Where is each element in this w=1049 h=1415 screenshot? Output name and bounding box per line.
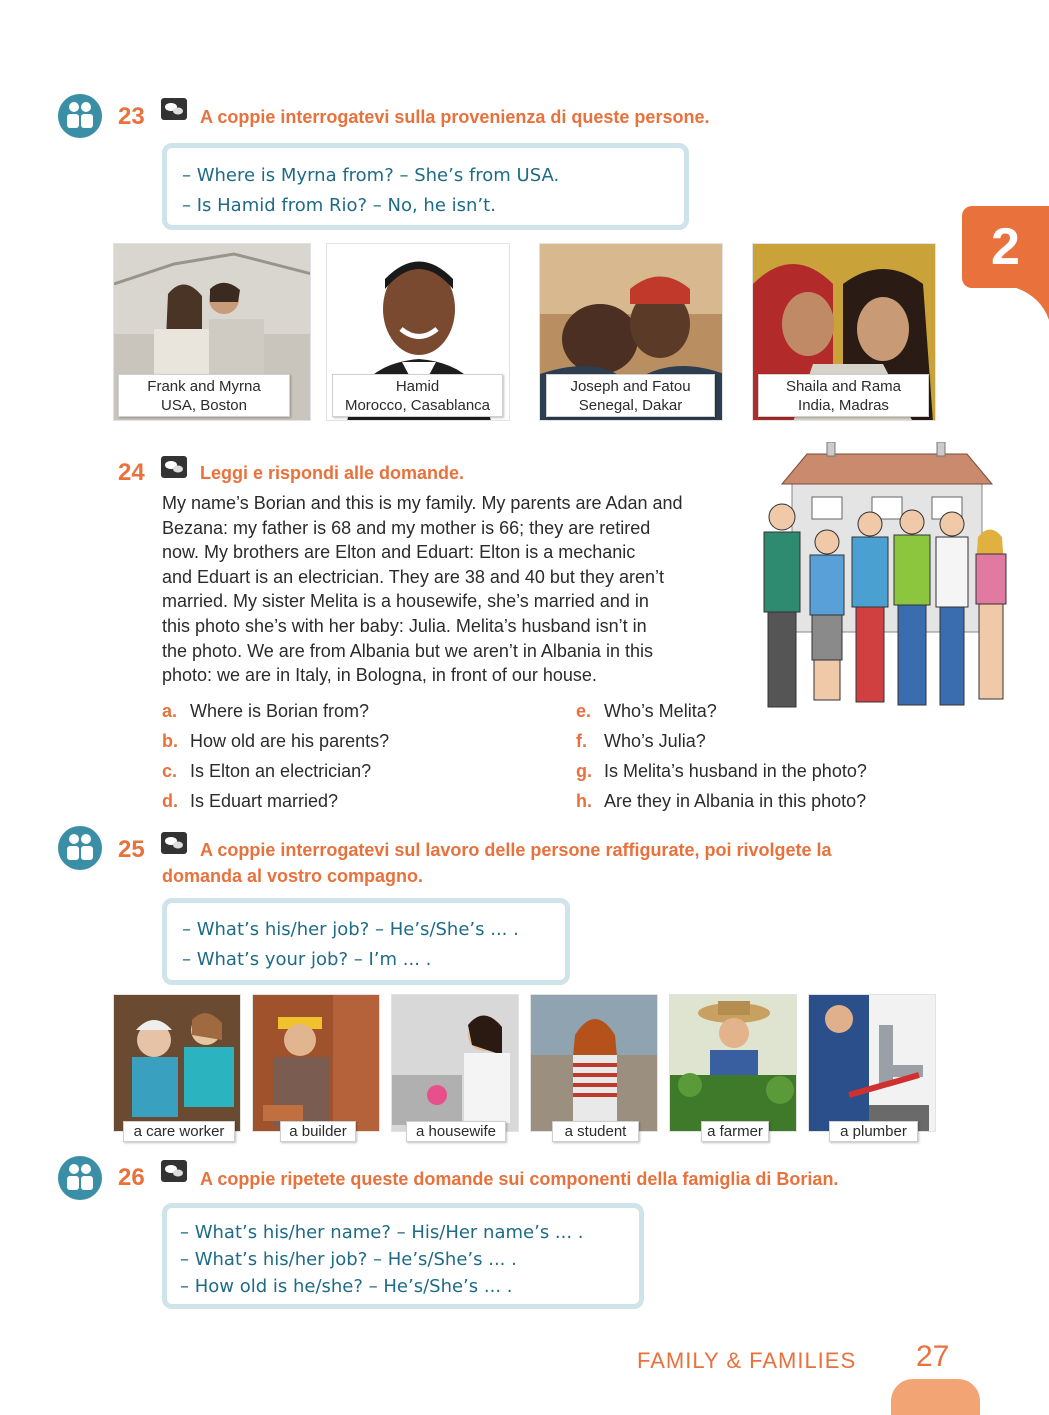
paragraph-line: Bezana: my father is 68 and my mother is 66; they are retired <box>162 517 651 538</box>
unit-number: 2 <box>991 218 1020 276</box>
photo-caption <box>332 374 503 417</box>
question-item <box>162 731 389 752</box>
photo-farmer <box>669 994 797 1132</box>
paragraph-line: photo: we are in Italy, in Bologna, in front of our house. <box>162 665 597 686</box>
question-item <box>576 731 706 752</box>
exercise-instruction: A coppie interrogatevi sulla provenienza di queste persone. <box>200 107 710 127</box>
question-letter: g. <box>576 761 592 781</box>
speech-bubble-icon <box>161 98 187 120</box>
job-caption: a farmer <box>701 1121 769 1142</box>
question-letter: b. <box>162 731 178 751</box>
question-text: Is Elton an electrician? <box>190 761 372 781</box>
caption-name: Hamid <box>395 378 440 395</box>
speech-bubble-icon <box>161 1160 187 1182</box>
photo-housewife <box>391 994 519 1132</box>
photo-student <box>530 994 658 1132</box>
question-letter: c. <box>162 761 178 781</box>
exercise-instruction: Leggi e rispondi alle domande. <box>200 463 465 483</box>
paragraph-line: this photo she’s with her baby: Julia. Melita’s husband isn’t in <box>162 615 647 636</box>
job-caption: a builder <box>280 1121 356 1142</box>
pair-work-icon <box>58 94 102 138</box>
job-caption: a housewife <box>406 1121 506 1142</box>
exercise-number: 26 <box>118 1164 145 1191</box>
dialog-line: – What’s your job? – I’m ... . <box>182 949 432 970</box>
dialog-box <box>162 1203 644 1309</box>
exercise-number: 25 <box>118 836 145 863</box>
question-letter: f. <box>576 731 587 751</box>
caption-name: Joseph and Fatou <box>570 378 691 395</box>
pair-work-icon <box>58 826 102 870</box>
question-item <box>162 701 369 722</box>
caption-place: Senegal, Dakar <box>578 397 683 414</box>
exercise-number: 23 <box>118 103 145 130</box>
exercise-instruction: domanda al vostro compagno. <box>162 866 424 886</box>
paragraph-line: married. My sister Melita is a housewife, she’s married and in <box>162 591 649 612</box>
reading-paragraph <box>162 491 762 688</box>
unit-tab-curl <box>1010 286 1049 320</box>
dialog-line: – What’s his/her name? – His/Her name’s ... . <box>180 1222 584 1243</box>
speech-bubble-icon <box>161 832 187 854</box>
page-tab <box>891 1379 980 1415</box>
job-caption: a care worker <box>123 1121 235 1142</box>
dialog-line: – How old is he/she? – He’s/She’s ... . <box>180 1276 513 1297</box>
question-letter: h. <box>576 791 592 811</box>
question-text: Is Melita’s husband in the photo? <box>604 761 867 781</box>
exercise-instruction: A coppie interrogatevi sul lavoro delle persone raffigurate, poi rivolgete la <box>200 840 832 860</box>
caption-place: Morocco, Casablanca <box>344 397 491 414</box>
caption-name: Frank and Myrna <box>147 378 261 395</box>
page-number: 27 <box>916 1340 950 1373</box>
paragraph-line: My name’s Borian and this is my family. My parents are Adan and <box>162 493 683 513</box>
question-item <box>576 701 717 722</box>
dialog-line: – Is Hamid from Rio? – No, he isn’t. <box>182 195 496 216</box>
question-item <box>576 791 866 812</box>
question-text: Where is Borian from? <box>190 701 370 721</box>
family-illustration <box>752 442 1020 717</box>
exercise-instruction: A coppie ripetete queste domande sui componenti della famiglia di Borian. <box>200 1169 839 1189</box>
question-item <box>576 761 867 782</box>
dialog-line: – What’s his/her job? – He’s/She’s ... . <box>180 1249 517 1270</box>
photo-caption <box>758 374 929 417</box>
question-letter: a. <box>162 701 178 721</box>
photo-builder <box>252 994 380 1132</box>
question-item <box>162 761 371 782</box>
question-letter: e. <box>576 701 592 721</box>
speech-bubble-icon <box>161 456 187 478</box>
footer-unit-title: FAMILY & FAMILIES <box>637 1348 857 1373</box>
question-text: How old are his parents? <box>190 731 390 751</box>
job-caption: a plumber <box>829 1121 918 1142</box>
caption-name: Shaila and Rama <box>785 378 902 395</box>
question-text: Who’s Julia? <box>604 731 706 751</box>
pair-work-icon <box>58 1156 102 1200</box>
caption-place: USA, Boston <box>161 397 247 414</box>
dialog-line: – Where is Myrna from? – She’s from USA. <box>182 165 560 186</box>
paragraph-line: and Eduart is an electrician. They are 38 and 40 but they aren’t <box>162 566 664 587</box>
dialog-box <box>162 898 570 985</box>
photo-plumber <box>808 994 936 1132</box>
caption-place: India, Madras <box>798 397 889 414</box>
dialog-box <box>162 143 689 230</box>
exercise-number: 24 <box>118 459 145 486</box>
question-item <box>162 791 338 812</box>
paragraph-line: the photo. We are from Albania but we aren’t in Albania in this <box>162 640 653 661</box>
paragraph-line: now. My brothers are Elton and Eduart: Elton is a mechanic <box>162 542 636 563</box>
question-text: Who’s Melita? <box>604 701 717 721</box>
photo-caption <box>118 374 290 417</box>
job-caption: a student <box>552 1121 639 1142</box>
question-text: Are they in Albania in this photo? <box>604 791 867 811</box>
dialog-line: – What’s his/her job? – He’s/She’s ... . <box>182 919 519 940</box>
unit-tab <box>962 206 1049 288</box>
photo-caption <box>546 374 715 417</box>
question-letter: d. <box>162 791 178 811</box>
question-text: Is Eduart married? <box>190 791 339 811</box>
photo-care-worker <box>113 994 241 1132</box>
